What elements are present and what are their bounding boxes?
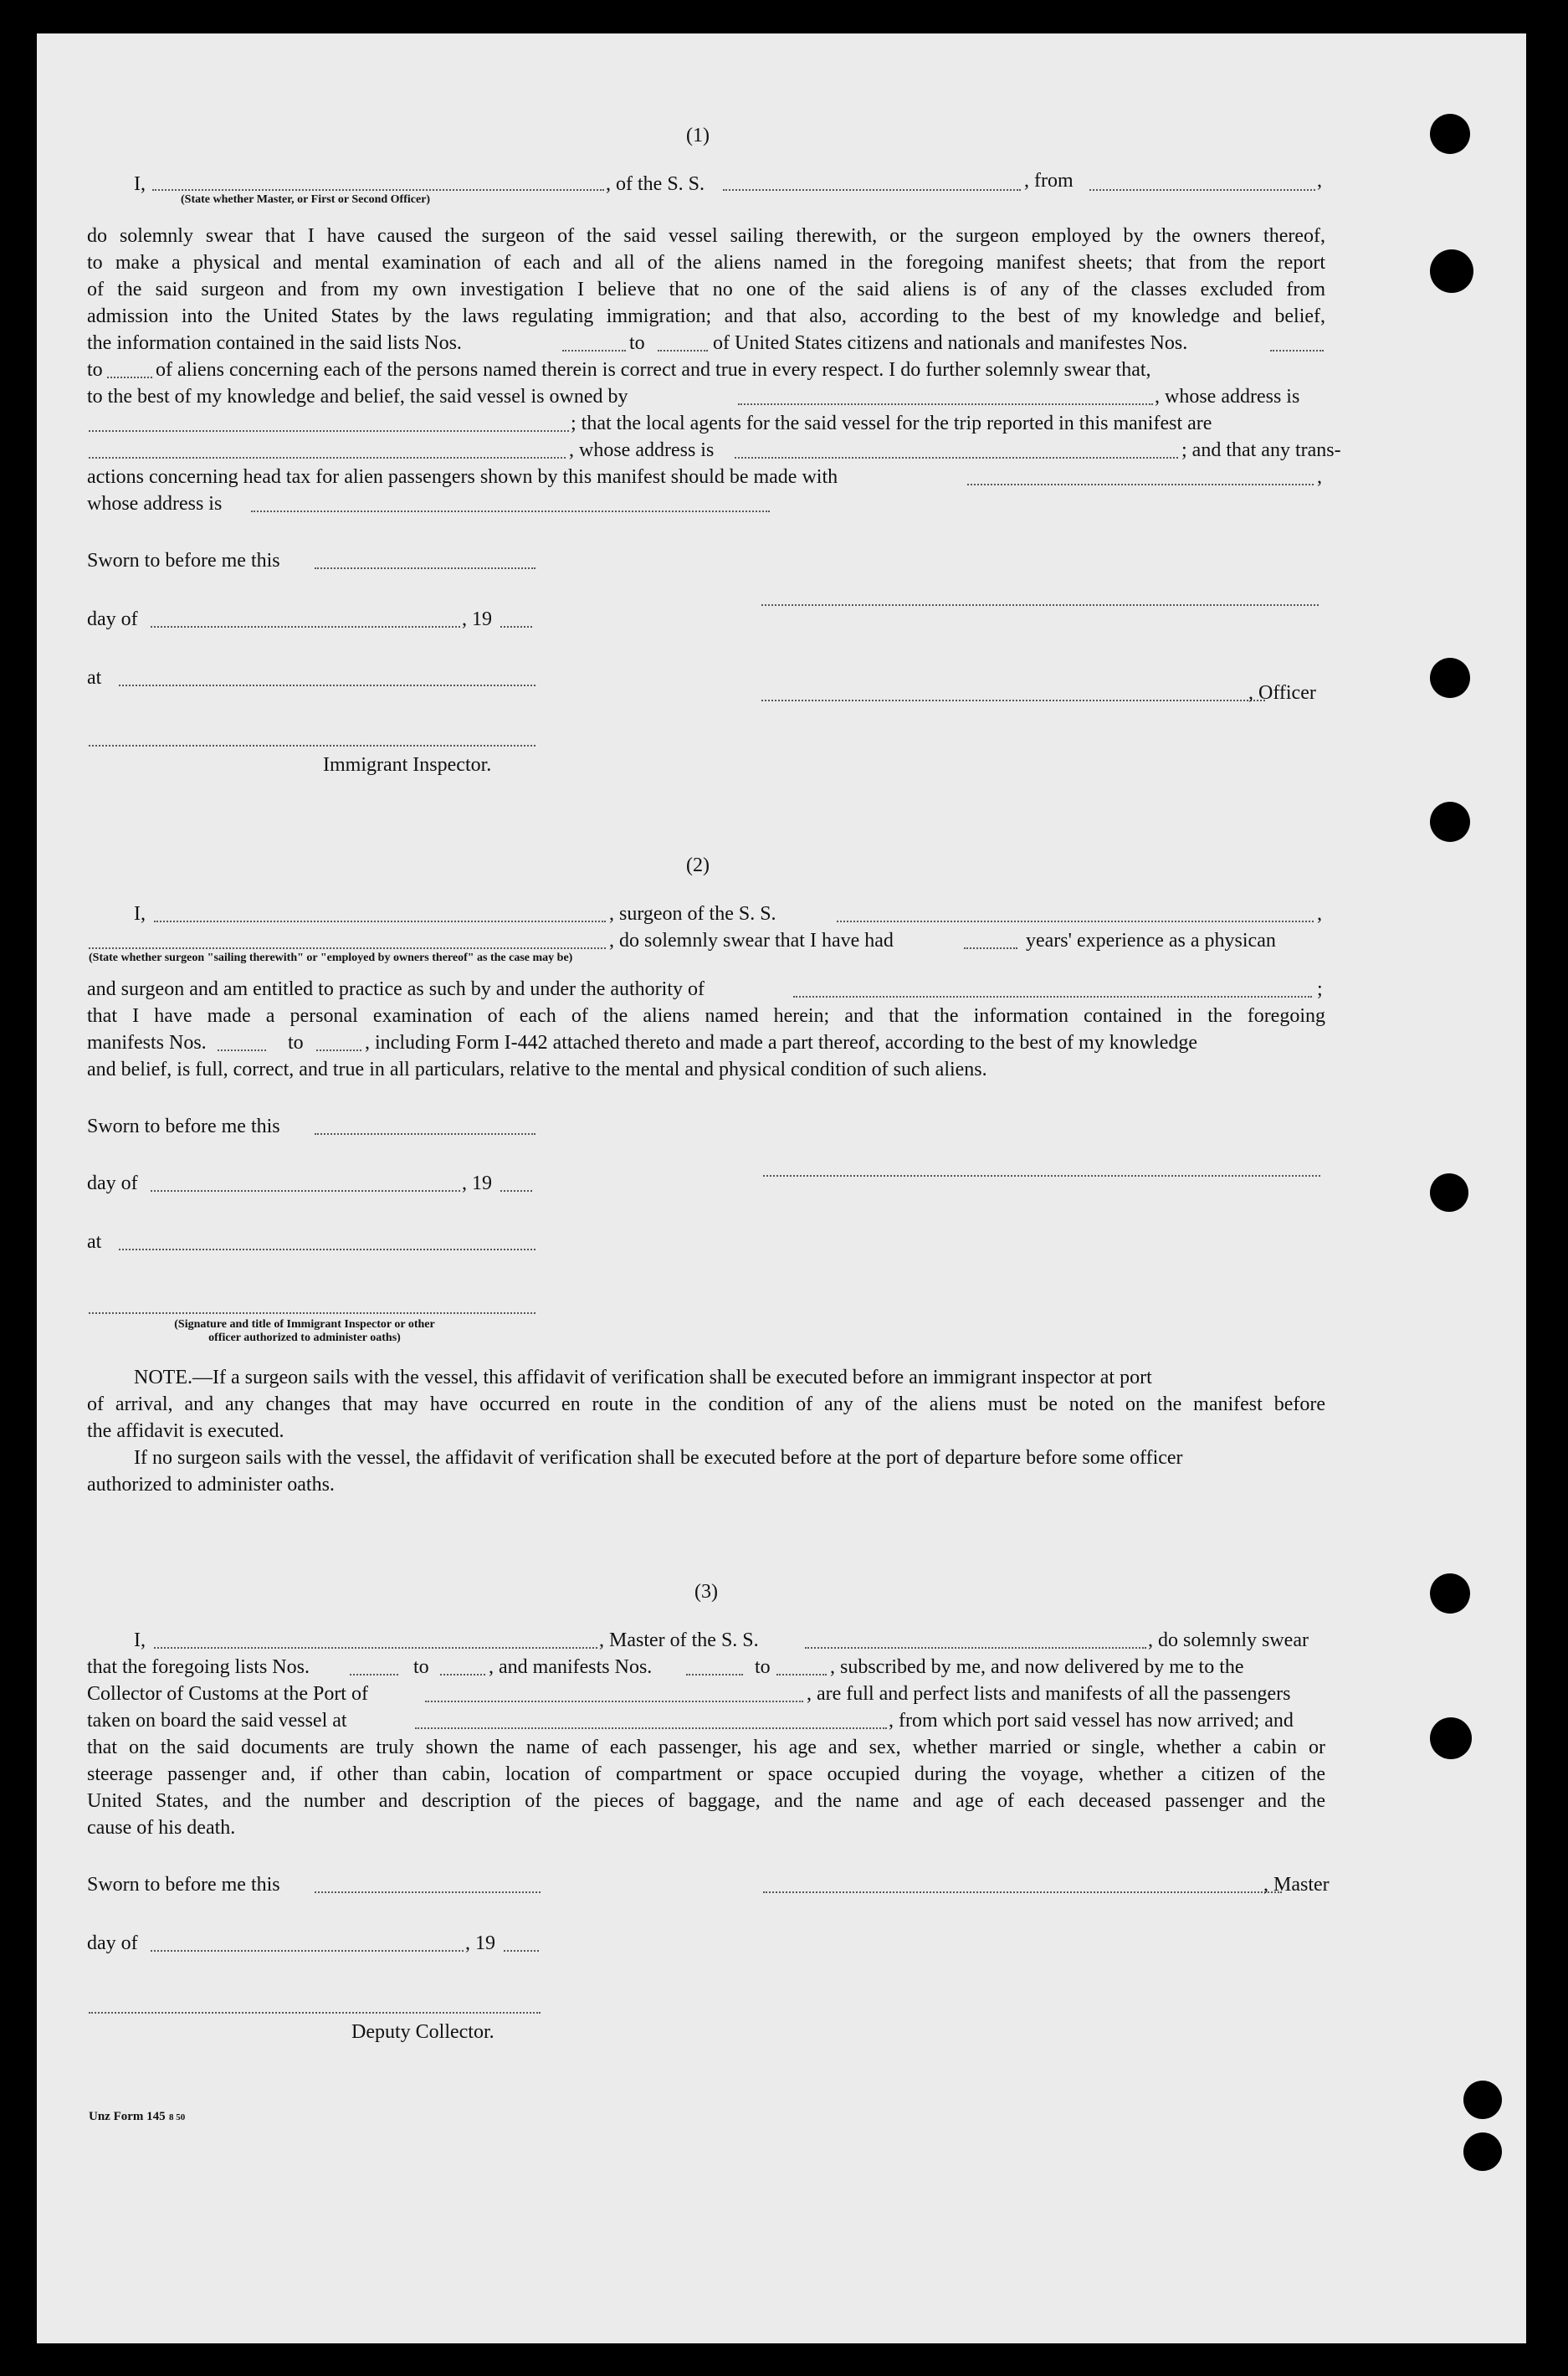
vessel-owner-field[interactable] (738, 403, 1153, 405)
year-field[interactable] (504, 1950, 539, 1952)
officer-rank-note: (State whether Master, or First or Second Officer) (181, 193, 431, 206)
at-label: at (87, 667, 102, 689)
inspector-signature-line[interactable] (89, 745, 535, 747)
day-of-label: day of (87, 1173, 138, 1194)
signature-note: officer authorized to administer oaths) (208, 1332, 401, 1344)
punch-hole (1430, 802, 1470, 842)
sworn-label: Sworn to before me this (87, 1116, 280, 1137)
officer-name-field[interactable] (152, 189, 604, 191)
years-label: years' experience as a physican (1026, 930, 1276, 952)
note-text: authorized to administer oaths. (87, 1474, 335, 1496)
day-of-label: day of (87, 1932, 138, 1954)
deputy-signature-line[interactable] (89, 2012, 541, 2014)
oath-text-segment: actions concerning head tax for alien passengers shown by this manifest should be made with (87, 466, 838, 488)
sworn-label: Sworn to before me this (87, 1874, 280, 1896)
punch-hole (1430, 114, 1470, 154)
sworn-date-field[interactable] (315, 1133, 535, 1135)
punch-hole (1430, 1573, 1470, 1614)
oath-text-segment: that the foregoing lists Nos. (87, 1656, 310, 1678)
manifest-from-field[interactable] (1270, 350, 1324, 352)
lists-to-field[interactable] (658, 350, 708, 352)
lists-to-field[interactable] (440, 1674, 485, 1676)
officer-signature-line[interactable] (761, 700, 1265, 701)
years-field[interactable] (964, 947, 1017, 949)
oath-text-segment: Collector of Customs at the Port of (87, 1683, 368, 1705)
comma: , (1317, 903, 1322, 925)
form-code: 8 50 (169, 2112, 186, 2122)
signature-line[interactable] (761, 604, 1319, 606)
agents-address-field[interactable] (735, 457, 1178, 459)
local-agents-field[interactable] (89, 457, 566, 459)
day-field[interactable] (151, 1950, 464, 1952)
sworn-date-field[interactable] (315, 567, 535, 569)
surgeon-name-field[interactable] (154, 921, 606, 922)
owner-address-field[interactable] (89, 430, 569, 432)
from-label: , from (1024, 170, 1074, 192)
oath-text-segment: cause of his death. (87, 1817, 236, 1839)
signature-line[interactable] (763, 1175, 1320, 1177)
officer-label: , Officer (1248, 682, 1316, 704)
authority-field[interactable] (793, 996, 1312, 998)
punch-hole (1463, 2132, 1502, 2171)
oath-text-segment: and surgeon and am entitled to practice as such by and under the authority of (87, 978, 705, 1000)
ship-name-field[interactable] (723, 189, 1021, 191)
surgeon-of-label: , surgeon of the S. S. (609, 903, 776, 925)
oath-text-segment: of aliens concerning each of the persons named therein is correct and true in every respect. I do further solemnly swear that, (156, 359, 1151, 381)
oath-text-segment: ; (1317, 978, 1323, 1000)
manifest-to-field[interactable] (107, 377, 152, 378)
head-tax-party-field[interactable] (967, 484, 1314, 485)
form-page (37, 33, 1526, 2343)
note-text: the affidavit is executed. (87, 1420, 284, 1442)
oath-text-segment: , whose address is (569, 439, 715, 461)
manifests-from-field[interactable] (686, 1674, 743, 1676)
note-text: of arrival, and any changes that may have occurred en route in the condition of any of the aliens must be noted on the manifest before (87, 1393, 1325, 1415)
oath-text-segment: ; that the local agents for the said vessel for the trip reported in this manifest are (571, 413, 1212, 434)
ship-name-field[interactable] (805, 1647, 1146, 1649)
note-text: If no surgeon sails with the vessel, the affidavit of verification shall be executed before at the port of departure before some officer (134, 1447, 1183, 1469)
year-label: , 19 (462, 1173, 492, 1194)
manifests-to-field[interactable] (316, 1049, 361, 1051)
master-name-field[interactable] (154, 1647, 597, 1649)
of-ss-label: , of the S. S. (606, 173, 705, 195)
oath-text-segment: , whose address is (1155, 386, 1300, 408)
master-of-label: , Master of the S. S. (599, 1629, 759, 1651)
oath-text-line: do solemnly swear that I have caused the surgeon of the said vessel sailing therewith, or the surgeon employed by the owners thereof, (87, 225, 1325, 247)
comma: , (1317, 466, 1322, 488)
master-label: , Master (1263, 1874, 1330, 1896)
inspector-label: Immigrant Inspector. (323, 754, 492, 776)
sworn-label: Sworn to before me this (87, 550, 280, 572)
swear-label: , do solemnly swear (1148, 1629, 1309, 1651)
oath-text-segment: to (755, 1656, 771, 1678)
oath-text-line: that on the said documents are truly shown the name of each passenger, his age and sex, whether married or single, whether a cabin or (87, 1737, 1325, 1758)
year-field[interactable] (500, 1190, 532, 1192)
punch-hole (1430, 249, 1473, 293)
lists-from-field[interactable] (350, 1674, 398, 1676)
inspector-signature-line[interactable] (89, 1312, 535, 1314)
punch-hole (1430, 1173, 1468, 1212)
oath-text-line: United States, and the number and description of the pieces of baggage, and the name and age of each deceased passenger and the (87, 1790, 1325, 1812)
oath-text-segment: to the best of my knowledge and belief, the said vessel is owned by (87, 386, 628, 408)
i-label: I, (134, 173, 146, 195)
year-label: , 19 (462, 608, 492, 630)
day-field[interactable] (151, 1190, 460, 1192)
oath-text-segment: to (413, 1656, 429, 1678)
lists-from-field[interactable] (562, 350, 626, 352)
deputy-label: Deputy Collector. (351, 2021, 494, 2043)
master-signature-line[interactable] (763, 1891, 1282, 1893)
year-field[interactable] (500, 626, 532, 628)
punch-hole (1430, 1717, 1472, 1759)
ship-name-field[interactable] (837, 921, 1314, 922)
oath-text-segment: , and manifests Nos. (489, 1656, 653, 1678)
signature-note: (Signature and title of Immigrant Inspector or other (174, 1318, 435, 1331)
day-field[interactable] (151, 626, 460, 628)
head-tax-address-field[interactable] (251, 511, 770, 512)
i-label: I, (134, 903, 146, 925)
oath-text-line: that I have made a personal examination of each of the aliens named herein; and that the information contained in the foregoing (87, 1005, 1325, 1027)
sworn-date-field[interactable] (315, 1891, 541, 1893)
port-field[interactable] (425, 1701, 803, 1702)
surgeon-status-note: (State whether surgeon "sailing therewith" or "employed by owners thereof" as the case may be) (89, 952, 573, 964)
comma: , (1317, 170, 1322, 192)
i-label: I, (134, 1629, 146, 1651)
oath-text-line: to make a physical and mental examination of each and all of the aliens named in the foregoing manifest sheets; that from the report (87, 252, 1325, 274)
oath-text-segment: ; and that any trans- (1181, 439, 1341, 461)
note-text: NOTE.—If a surgeon sails with the vessel, this affidavit of verification shall be executed before an immigrant inspector at port (134, 1367, 1152, 1388)
section1-heading: (1) (686, 125, 710, 146)
port-from-field[interactable] (1089, 189, 1315, 191)
oath-text-segment: whose address is (87, 493, 223, 515)
oath-text-segment: to (288, 1032, 304, 1054)
at-label: at (87, 1231, 102, 1253)
oath-text-segment: manifests Nos. (87, 1032, 207, 1054)
oath-text-line: steerage passenger and, if other than cabin, location of compartment or space occupied during the voyage, whether a citizen of the (87, 1763, 1325, 1785)
boarding-port-field[interactable] (415, 1727, 887, 1729)
swear-label: , do solemnly swear that I have had (609, 930, 894, 952)
section3-heading: (3) (694, 1581, 718, 1603)
at-place-field[interactable] (119, 685, 535, 686)
manifests-to-field[interactable] (776, 1674, 827, 1676)
oath-text-segment: , subscribed by me, and now delivered by me to the (830, 1656, 1244, 1678)
manifests-from-field[interactable] (218, 1049, 266, 1051)
oath-text-segment: to (629, 332, 645, 354)
oath-text-segment: the information contained in the said lists Nos. (87, 332, 462, 354)
section2-heading: (2) (686, 854, 710, 876)
oath-text-line: admission into the United States by the laws regulating immigration; and that also, according to the best of my knowledge and belief, (87, 305, 1325, 327)
oath-text-segment: of United States citizens and nationals and manifestes Nos. (713, 332, 1188, 354)
oath-text-segment: , are full and perfect lists and manifests of all the passengers (807, 1683, 1291, 1705)
surgeon-status-field[interactable] (89, 947, 606, 949)
oath-text-segment: , from which port said vessel has now arrived; and (889, 1710, 1294, 1732)
oath-text-segment: and belief, is full, correct, and true in all particulars, relative to the mental and physical condition of such aliens. (87, 1059, 987, 1080)
at-place-field[interactable] (119, 1249, 535, 1250)
oath-text-segment: taken on board the said vessel at (87, 1710, 347, 1732)
oath-text-segment: to (87, 359, 103, 381)
form-number: Unz Form 145 (89, 2110, 166, 2123)
oath-text-line: of the said surgeon and from my own investigation I believe that no one of the said aliens is of any of the classes excluded from (87, 279, 1325, 300)
year-label: , 19 (465, 1932, 495, 1954)
punch-hole (1430, 658, 1470, 698)
punch-hole (1463, 2081, 1502, 2119)
oath-text-segment: , including Form I-442 attached thereto and made a part thereof, according to the best of my knowledge (365, 1032, 1198, 1054)
day-of-label: day of (87, 608, 138, 630)
